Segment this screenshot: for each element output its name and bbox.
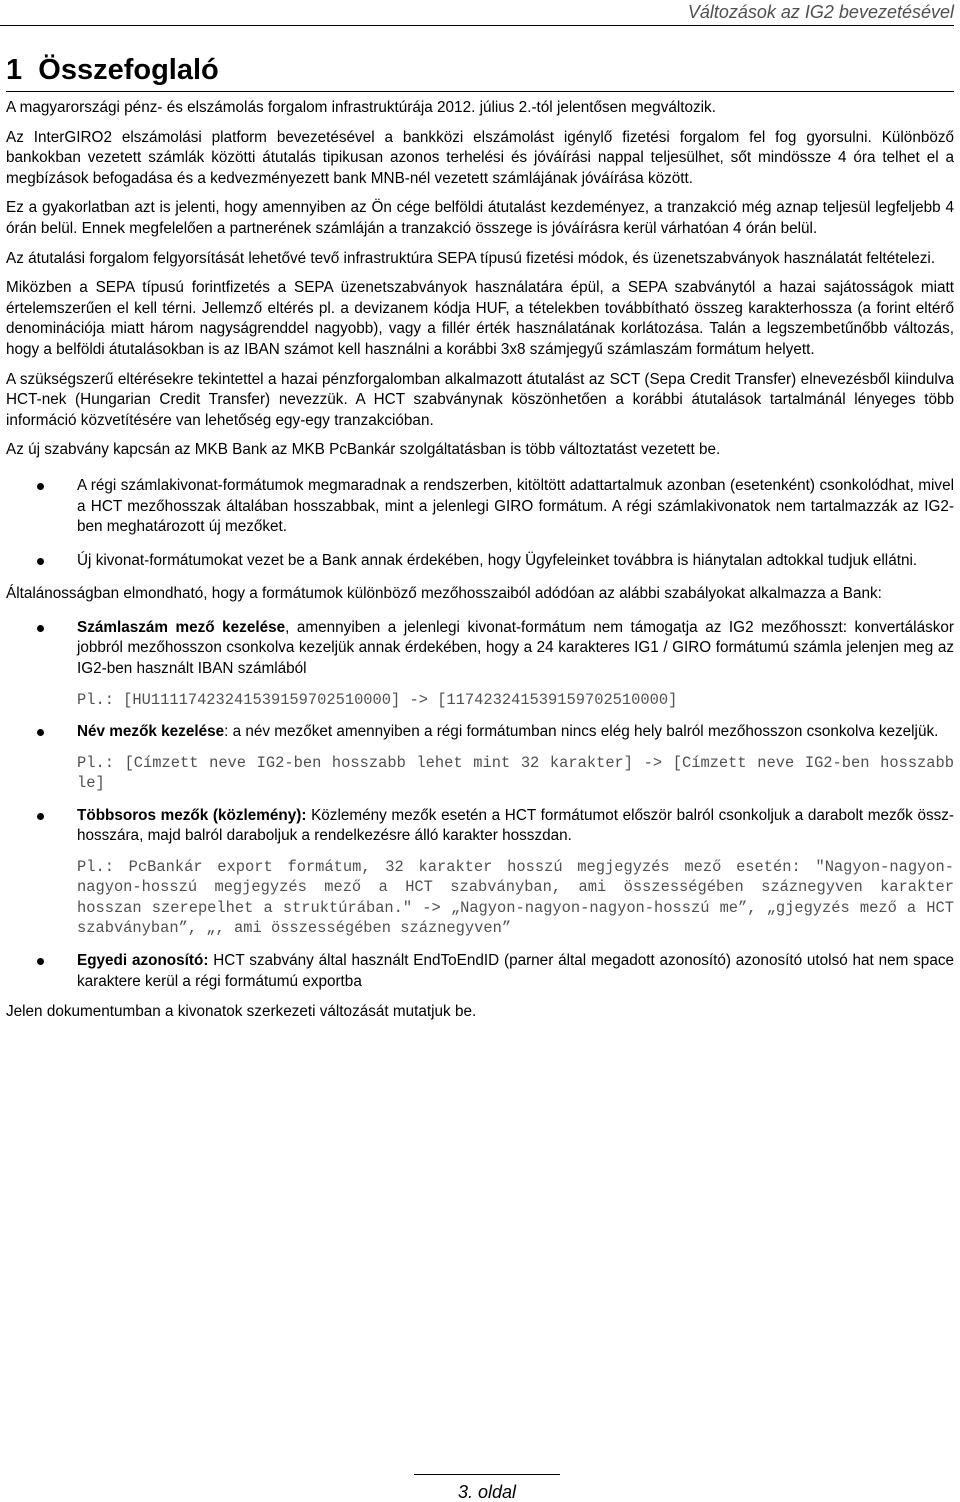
section-heading: [6, 50, 954, 92]
paragraph-9: Jelen dokumentumban a kivonatok szerkezeti változását mutatjuk be.: [6, 1003, 477, 1021]
bullet-icon: [37, 729, 44, 736]
rule-term: Számlaszám mező kezelése: [77, 618, 286, 636]
list-item: [6, 551, 954, 572]
bullet-icon: [37, 813, 44, 820]
bullet-icon: [37, 558, 44, 565]
bullet-list-rules: [6, 618, 954, 992]
list-item: [6, 806, 954, 939]
page-number: 3. oldal: [457, 1482, 517, 1502]
list-item-text: Új kivonat-formátumokat vezet be a Bank annak érdekében, hogy Ügyfeleinket továbbra is hiánytalan adtokkal tudjuk ellátni.: [77, 551, 918, 569]
paragraph-1: A magyarországi pénz- és elszámolás forgalom infrastruktúrája 2012. július 2.-tól jelentősen megváltozik.: [6, 99, 716, 116]
paragraph-6: A szükségszerű eltérésekre tekintettel a hazai pénzforgalomban alkalmazott átutalást az SCT (Sepa Credit Transfer) elnevezésből kiindulva HCT-nek (Hungarian Credit Transfer) nevezzük. A HCT szabványnak köszönhetően a korábbi átutalások tartalmánál lényeges több információ közvetítésére van lehetőség egy-egy tranzakcióban.: [6, 370, 954, 429]
list-item: [6, 722, 954, 794]
rule-term: Név mezők kezelése: [77, 723, 225, 741]
list-item: [6, 476, 954, 538]
paragraph-8: Általánosságban elmondható, hogy a formátumok különböző mezőhosszaiból adódóan az alábbi szabályokat alkalmazza a Bank:: [6, 585, 882, 603]
document-title: Változások az IG2 bevezetésével: [687, 2, 954, 22]
rule-text: Közlemény mezők esetén a HCT formátumot először balról csonkoljuk a darabolt mezők össz-hosszára, majd balról daraboljuk a rendelkezésre álló karakter hosszdan.: [77, 806, 955, 845]
bullet-icon: [37, 958, 44, 965]
list-item: [6, 951, 954, 992]
section-number: 1: [6, 54, 23, 86]
paragraph-7: Az új szabvány kapcsán az MKB Bank az MKB PcBankár szolgáltatásban is több változtatást vezetett be.: [6, 441, 721, 459]
paragraph-5: Miközben a SEPA típusú forintfizetés a SEPA üzenetszabványok használatára épül, a SEPA szabványtól a hazai sajátosságok miatt értelemszerűen el kell térni. Jellemző eltérés pl. a devizanem kódja HUF, a tételekben továbbítható összeg karakterhossza (a forint eltérő denominációja miatt három nagyságrenddel nagyobb), vagy a fillér érték használatának korlátozása. Talán a legszembetűnőbb változás, hogy a belföldi átutalásokban is az IBAN számot kell használni a korábbi 3x8 számjegyű számlaszám formátum helyett.: [6, 279, 954, 358]
list-item-text: [77, 951, 954, 992]
list-item-text: [77, 806, 954, 847]
list-item-text: [77, 618, 954, 680]
example-text: Pl.: [Címzett neve IG2-ben hosszabb lehet mint 32 karakter] -> [Címzett neve IG2-ben hosszabb le]: [77, 753, 954, 793]
rule-text: : a név mezőket amennyiben a régi formátumban nincs elég hely balról mezőhosszon csonkolva kezeljük.: [224, 723, 939, 741]
paragraph-4: Az átutalási forgalom felgyorsítását lehetővé tevő infrastruktúra SEPA típusú fizetési módok, és üzenetszabványok használatát feltételezi.: [6, 249, 936, 267]
example-text: Pl.: PcBankár export formátum, 32 karakter hosszú megjegyzés mező esetén: "Nagyon-nagyon-nagyon-hosszú megjegyzés mező a HCT szabványban, ami összességében száznegyven karakter hosszan szerepelhet a struktúrában." -> „Nagyon-nagyon-nagyon-hosszú me”, „gjegyzés mező a HCT szabványban”, „, ami összességében száznegyven”: [77, 857, 954, 938]
list-item-text: [77, 722, 954, 743]
list-item: [6, 618, 954, 710]
page-header: [0, 0, 954, 26]
bullet-icon: [37, 625, 44, 632]
page-content: [6, 50, 954, 1023]
paragraph-3: Ez a gyakorlatban azt is jelenti, hogy amennyiben az Ön cége belföldi átutalást kezdeményez, a tranzakció még aznap teljesül legfeljebb 4 órán belül. Ennek megfelelően a partnerének számláján a tranzakció összege is jóváírásra kerül várhatóan 4 órán belül.: [6, 199, 954, 237]
bullet-list-changes: [6, 476, 954, 571]
paragraph-2: Az InterGIRO2 elszámolási platform bevezetésével a bankközi elszámolást igénylő fizetési forgalom fel fog gyorsulni. Különböző bankokban vezetett számlák közötti átutalás tipikusan azonos terhelési és jóváírási nappal teljesülhet, sőt mindössze 4 óra telhet el a megbízások befogadása és a kedvezményezett bank MNB-nél vezetett számlájának jóváírása között.: [6, 128, 954, 187]
rule-text: HCT szabvány által használt EndToEndID (parner által megadott azonosító) azonosító utolsó hat nem space karaktere kerül a régi formátumú exportba: [77, 951, 954, 990]
rule-text: , amennyiben a jelenlegi kivonat-formátum nem támogatja az IG2 mezőhosszt: konvertáláskor jobbról mezőhosszon csonkolva kezeljük annak érdekében, hogy a 24 karakteres IG1 / GIRO formátumú számla jelenjen meg az IG2-ben használt IBAN számlából: [77, 618, 954, 678]
footer-divider: [414, 1474, 560, 1475]
section-title: Összefoglaló: [38, 54, 219, 86]
bullet-icon: [37, 483, 44, 490]
rule-term: Többsoros mezők (közlemény):: [77, 806, 307, 824]
example-text: Pl.: [HU11117423241539159702510000] -> [117423241539159702510000]: [77, 690, 678, 709]
list-item-text: A régi számlakivonat-formátumok megmaradnak a rendszerben, kitöltött adattartalmuk azonban (esetenként) csonkolódhat, mivel a HCT mezőhosszak általában hosszabbak, mint a jelenlegi GIRO formátum. A régi számlakivonatok nem tartalmazzák az IG2-ben meghatározott új mezőket.: [77, 476, 954, 536]
rule-term: Egyedi azonosító:: [77, 951, 209, 969]
